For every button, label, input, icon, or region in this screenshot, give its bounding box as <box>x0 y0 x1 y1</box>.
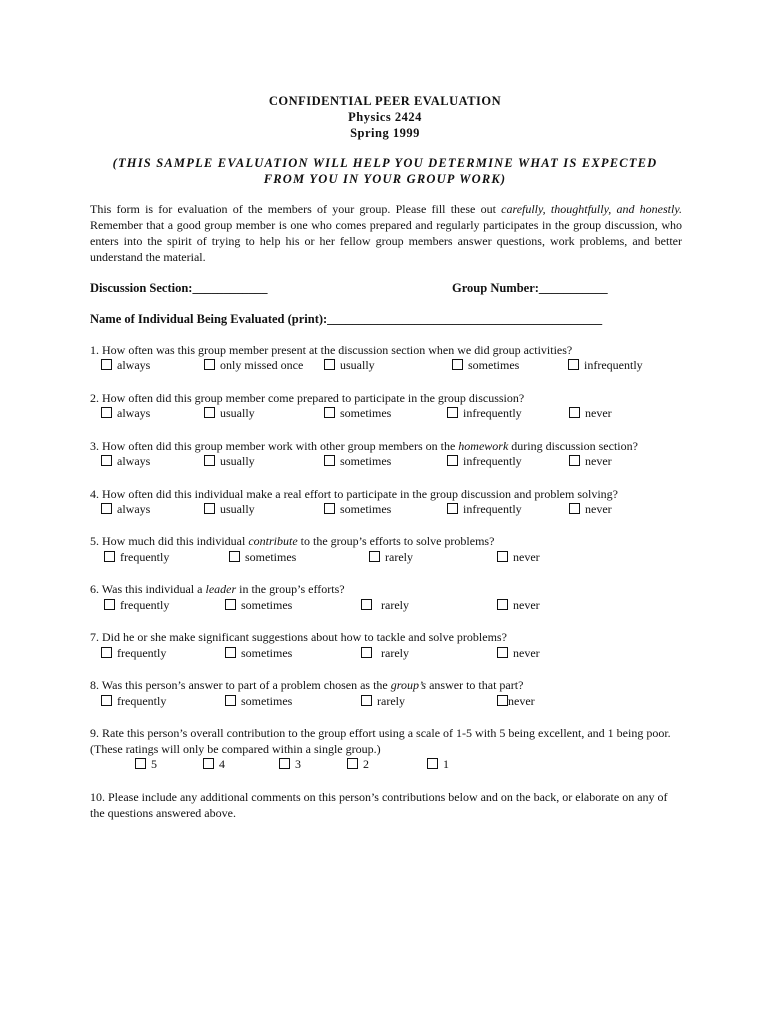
question-9: 9. Rate this person’s overall contribution to the group effort using a scale of 1-5 with 5 being excellent, and 1 being poor. (These ratings will only be compared within a single group.) <box>90 726 671 756</box>
checkbox-icon[interactable] <box>369 551 380 562</box>
question-3: 3. How often did this group member work with other group members on the homework during discussion section? <box>90 439 638 453</box>
q9-option-1[interactable]: 1 <box>427 757 449 772</box>
q8-option-never[interactable]: never <box>497 694 535 709</box>
checkbox-icon[interactable] <box>101 455 112 466</box>
question-6: 6. Was this individual a leader in the group’s efforts? <box>90 582 345 596</box>
checkbox-icon[interactable] <box>104 599 115 610</box>
q3-option-infrequently[interactable]: infrequently <box>447 454 522 469</box>
checkbox-icon[interactable] <box>203 758 214 769</box>
form-title: CONFIDENTIAL PEER EVALUATION <box>268 94 502 108</box>
checkbox-icon[interactable] <box>279 758 290 769</box>
term: Spring 1999 <box>350 126 420 140</box>
course-name: Physics 2424 <box>348 110 422 124</box>
sample-note-line-1: (THIS SAMPLE EVALUATION WILL HELP YOU DETERMINE WHAT IS EXPECTED <box>112 156 658 170</box>
q1-option-infrequently[interactable]: infrequently <box>568 358 643 373</box>
group-number-field[interactable]: Group Number:___________ <box>452 281 608 295</box>
checkbox-icon[interactable] <box>104 551 115 562</box>
checkbox-icon[interactable] <box>497 695 508 706</box>
checkbox-icon[interactable] <box>101 359 112 370</box>
checkbox-icon[interactable] <box>361 695 372 706</box>
question-7: 7. Did he or she make significant suggestions about how to tackle and solve problems? <box>90 630 507 644</box>
q6-option-frequently[interactable]: frequently <box>104 598 169 613</box>
question-8: 8. Was this person’s answer to part of a problem chosen as the group’s answer to that part? <box>90 678 524 692</box>
sample-note-line-2: FROM YOU IN YOUR GROUP WORK) <box>263 172 507 186</box>
q4-option-usually[interactable]: usually <box>204 502 255 517</box>
q9-option-3[interactable]: 3 <box>279 757 301 772</box>
q9-option-4[interactable]: 4 <box>203 757 225 772</box>
q4-option-sometimes[interactable]: sometimes <box>324 502 391 517</box>
intro-emphasis: carefully, thoughtfully, and honestly. <box>501 202 682 216</box>
checkbox-icon[interactable] <box>225 599 236 610</box>
checkbox-icon[interactable] <box>497 551 508 562</box>
q2-option-infrequently[interactable]: infrequently <box>447 406 522 421</box>
checkbox-icon[interactable] <box>324 503 335 514</box>
intro-paragraph <box>90 201 682 265</box>
checkbox-icon[interactable] <box>324 407 335 418</box>
checkbox-icon[interactable] <box>569 407 580 418</box>
checkbox-icon[interactable] <box>361 647 372 658</box>
discussion-section-field[interactable]: Discussion Section:____________ <box>90 281 268 295</box>
q3-option-sometimes[interactable]: sometimes <box>324 454 391 469</box>
q2-option-usually[interactable]: usually <box>204 406 255 421</box>
checkbox-icon[interactable] <box>204 407 215 418</box>
individual-name-field[interactable]: Name of Individual Being Evaluated (print):____________________________________________ <box>90 312 603 326</box>
q2-option-never[interactable]: never <box>569 406 612 421</box>
question-5: 5. How much did this individual contribute to the group’s efforts to solve problems? <box>90 534 495 548</box>
checkbox-icon[interactable] <box>101 695 112 706</box>
checkbox-icon[interactable] <box>225 695 236 706</box>
checkbox-icon[interactable] <box>569 455 580 466</box>
q1-option-usually[interactable]: usually <box>324 358 375 373</box>
q9-option-2[interactable]: 2 <box>347 757 369 772</box>
q6-option-sometimes[interactable]: sometimes <box>225 598 292 613</box>
checkbox-icon[interactable] <box>568 359 579 370</box>
q9-option-5[interactable]: 5 <box>135 757 157 772</box>
q6-option-never[interactable]: never <box>497 598 540 613</box>
q3-option-usually[interactable]: usually <box>204 454 255 469</box>
q5-option-sometimes[interactable]: sometimes <box>229 550 296 565</box>
q2-option-always[interactable]: always <box>101 406 150 421</box>
checkbox-icon[interactable] <box>569 503 580 514</box>
q1-option-sometimes[interactable]: sometimes <box>452 358 519 373</box>
question-1: 1. How often was this group member present at the discussion section when we did group activities? <box>90 343 573 357</box>
q8-option-sometimes[interactable]: sometimes <box>225 694 292 709</box>
q5-option-frequently[interactable]: frequently <box>104 550 169 565</box>
q4-option-never[interactable]: never <box>569 502 612 517</box>
q7-option-never[interactable]: never <box>497 646 540 661</box>
checkbox-icon[interactable] <box>347 758 358 769</box>
checkbox-icon[interactable] <box>101 407 112 418</box>
q7-option-rarely[interactable]: rarely <box>361 646 409 661</box>
q8-option-frequently[interactable]: frequently <box>101 694 166 709</box>
q5-option-never[interactable]: never <box>497 550 540 565</box>
q3-option-never[interactable]: never <box>569 454 612 469</box>
checkbox-icon[interactable] <box>101 647 112 658</box>
checkbox-icon[interactable] <box>447 503 458 514</box>
intro-text: This form is for evaluation of the members of your group. Please fill these out <box>90 202 502 216</box>
checkbox-icon[interactable] <box>229 551 240 562</box>
checkbox-icon[interactable] <box>204 359 215 370</box>
q2-option-sometimes[interactable]: sometimes <box>324 406 391 421</box>
q4-option-infrequently[interactable]: infrequently <box>447 502 522 517</box>
q5-option-rarely[interactable]: rarely <box>369 550 413 565</box>
question-4: 4. How often did this individual make a real effort to participate in the group discussion and problem solving? <box>90 487 618 501</box>
question-2: 2. How often did this group member come prepared to participate in the group discussion? <box>90 391 525 405</box>
checkbox-icon[interactable] <box>135 758 146 769</box>
question-10: 10. Please include any additional comments on this person’s contributions below and on the back, or elaborate on any of the questions answered above. <box>90 790 668 820</box>
q8-option-rarely[interactable]: rarely <box>361 694 405 709</box>
checkbox-icon[interactable] <box>324 359 335 370</box>
checkbox-icon[interactable] <box>204 503 215 514</box>
q7-option-frequently[interactable]: frequently <box>101 646 166 661</box>
checkbox-icon[interactable] <box>324 455 335 466</box>
q6-option-rarely[interactable]: rarely <box>361 598 409 613</box>
intro-text-continued: Remember that a good group member is one who comes prepared and regularly participates in the group discussion, who enters into the spirit of trying to help his or her fellow group members answer questions, work problems, and better understand the material. <box>90 218 682 264</box>
q4-option-always[interactable]: always <box>101 502 150 517</box>
checkbox-icon[interactable] <box>204 455 215 466</box>
q1-option-always[interactable]: always <box>101 358 150 373</box>
checkbox-icon[interactable] <box>427 758 438 769</box>
checkbox-icon[interactable] <box>361 599 372 610</box>
checkbox-icon[interactable] <box>497 647 508 658</box>
q7-option-sometimes[interactable]: sometimes <box>225 646 292 661</box>
checkbox-icon[interactable] <box>447 455 458 466</box>
checkbox-icon[interactable] <box>447 407 458 418</box>
checkbox-icon[interactable] <box>452 359 463 370</box>
checkbox-icon[interactable] <box>101 503 112 514</box>
checkbox-icon[interactable] <box>497 599 508 610</box>
q1-option-only-missed-once[interactable]: only missed once <box>204 358 303 373</box>
checkbox-icon[interactable] <box>225 647 236 658</box>
q3-option-always[interactable]: always <box>101 454 150 469</box>
